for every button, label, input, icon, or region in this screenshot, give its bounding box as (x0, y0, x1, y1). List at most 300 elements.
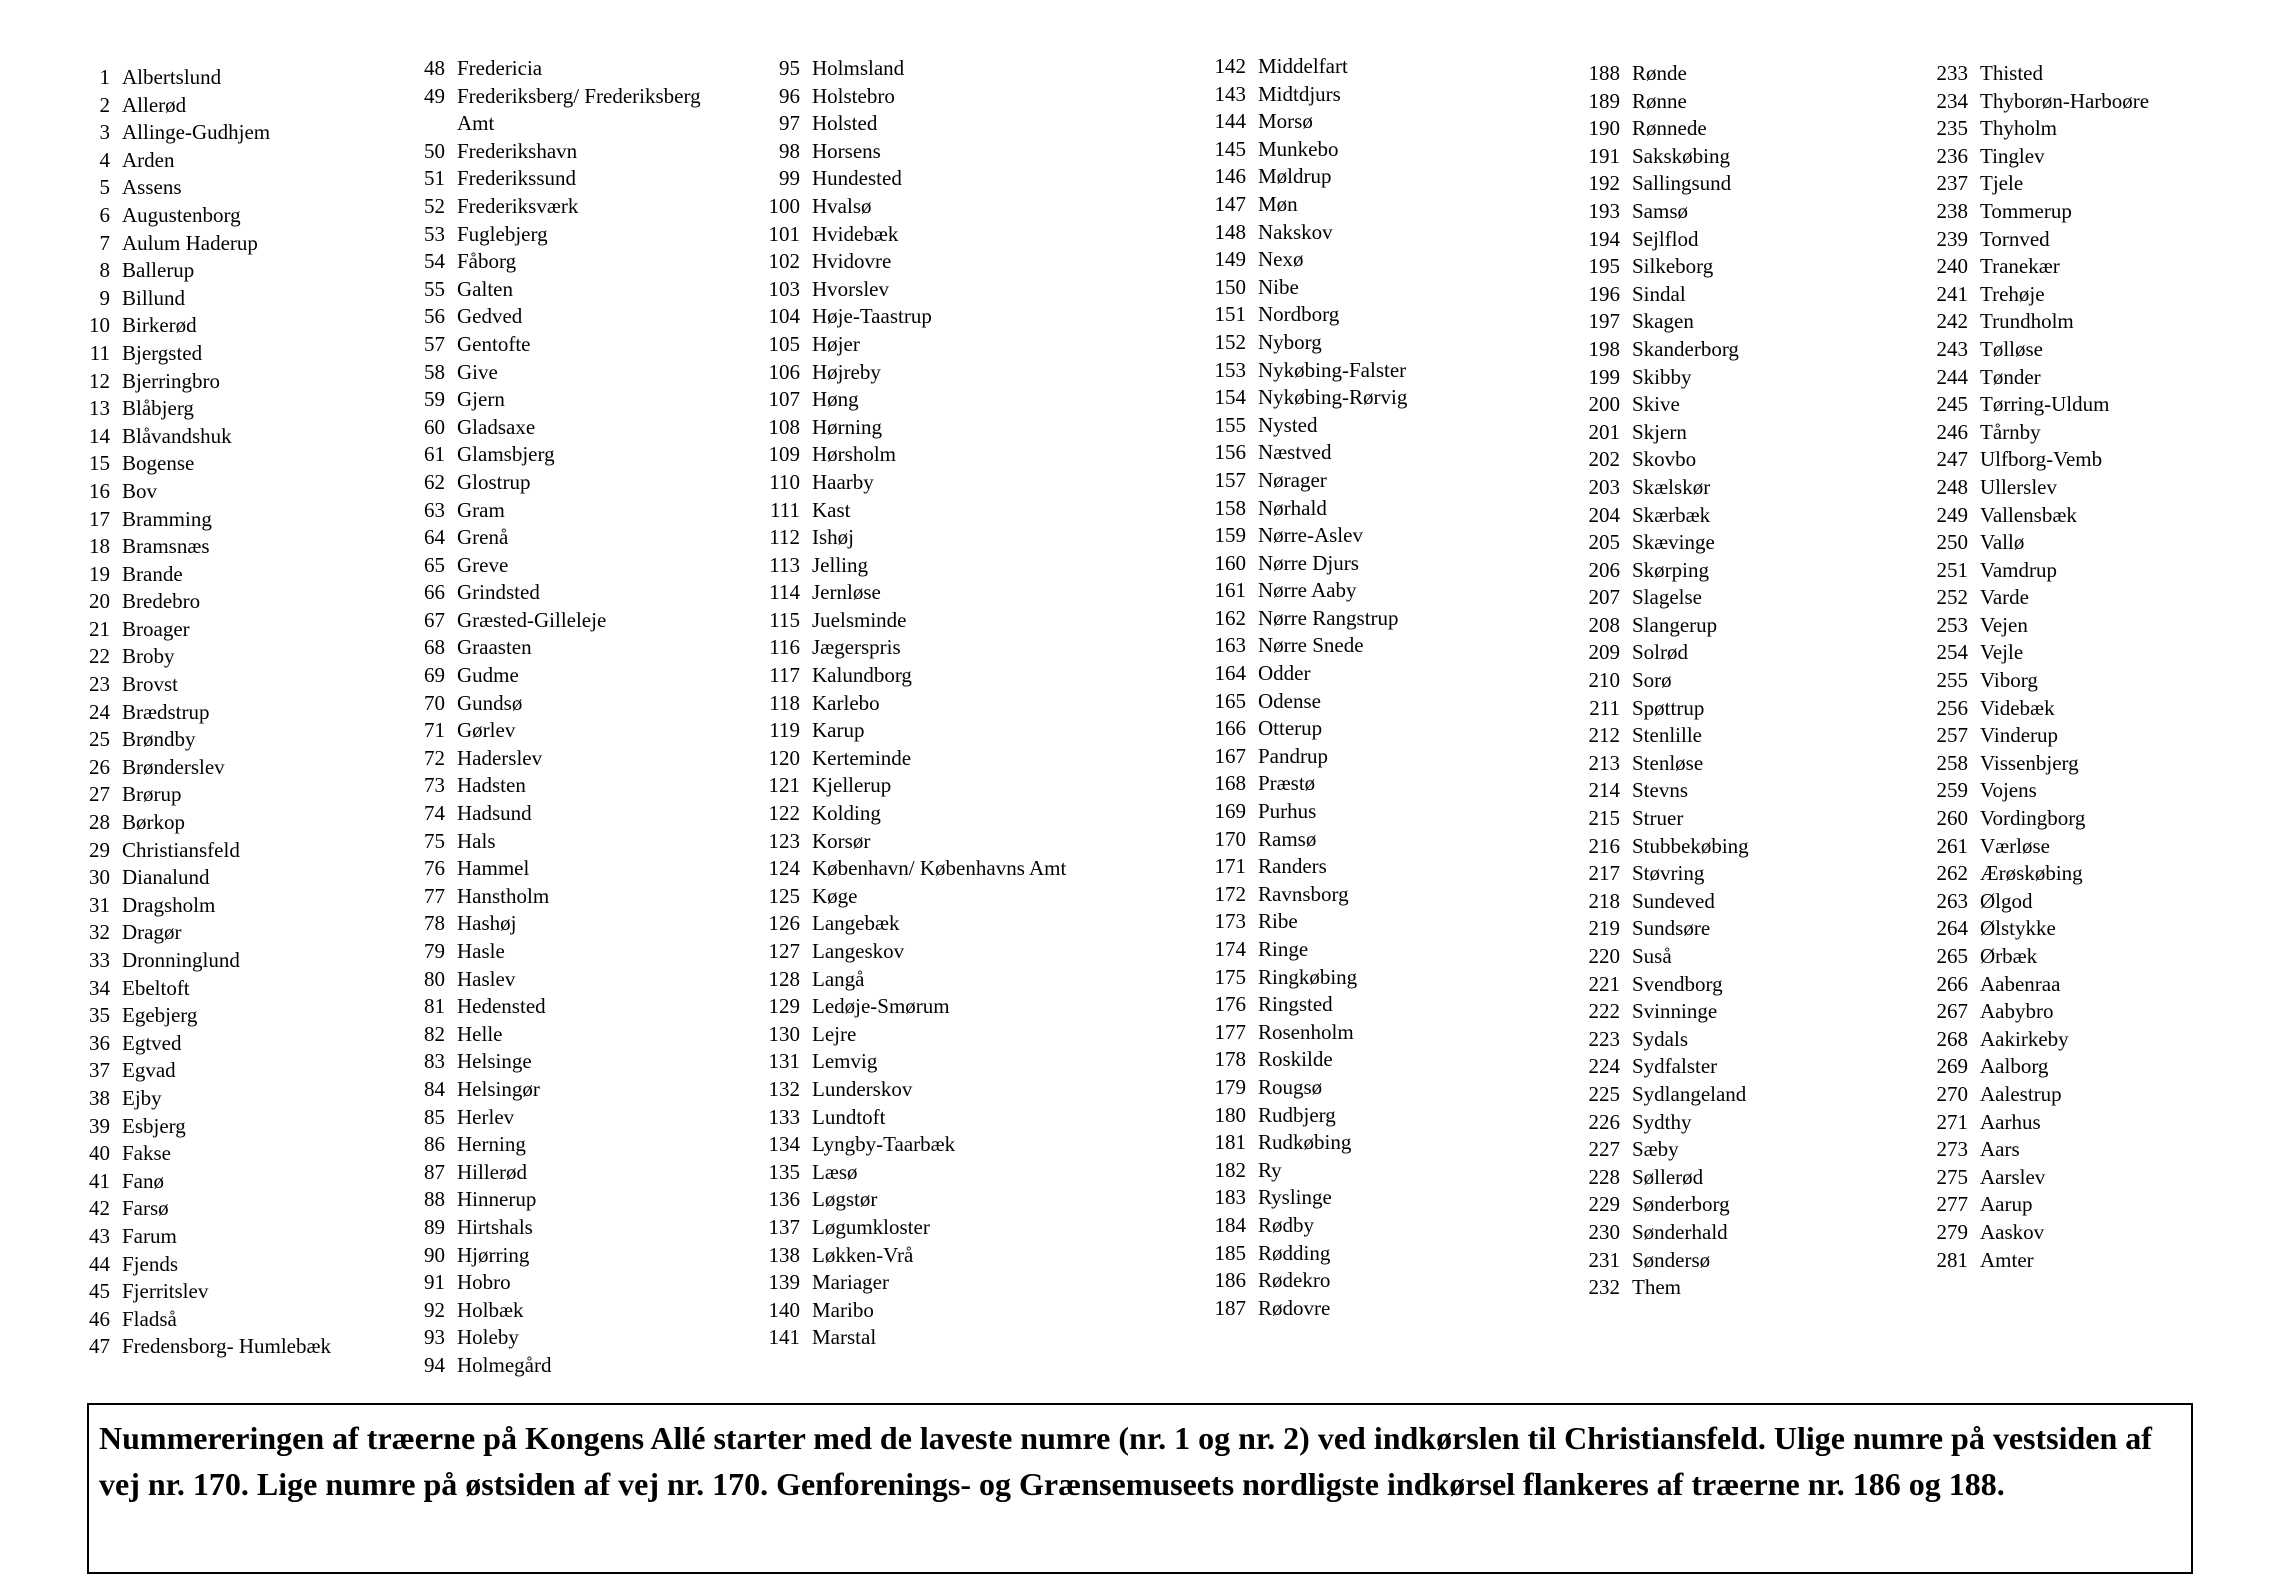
entry-name: Hobro (457, 1270, 511, 1295)
list-item (1572, 584, 1902, 612)
entry-number: 237 (1936, 171, 1968, 196)
list-item (752, 55, 1082, 83)
entry-number: 14 (89, 423, 110, 448)
entry-number: 4 (99, 147, 110, 172)
entry-number: 39 (89, 1113, 110, 1138)
entry-name: Lemvig (812, 1049, 878, 1074)
list-item (1198, 632, 1528, 660)
list-item (405, 579, 735, 607)
entry-number: 73 (424, 773, 445, 798)
entry-name: Jægerspris (812, 635, 901, 660)
entry-name: Hadsten (457, 773, 526, 798)
entry-name: Ejby (122, 1085, 162, 1110)
entry-name: Sundsøre (1632, 916, 1711, 941)
entry-name: Tønder (1980, 364, 2041, 389)
entry-name: Give (457, 359, 498, 384)
entry-name: Fredericia (457, 56, 543, 80)
entry-name: Bogense (122, 451, 195, 476)
list-item (1198, 53, 1528, 81)
entry-name: Trundholm (1980, 309, 2074, 334)
entry-number: 110 (769, 469, 800, 494)
list-item (752, 579, 1082, 607)
entry-number: 52 (424, 193, 445, 218)
entry-name: Varde (1980, 585, 2029, 610)
entry-name: Bramming (122, 506, 212, 531)
entry-number: 92 (424, 1297, 445, 1322)
entry-number: 2 (99, 92, 110, 117)
list-item (1572, 281, 1902, 309)
list-item (1572, 419, 1902, 447)
entry-number: 56 (424, 304, 445, 329)
entry-name: Rønde (1632, 61, 1687, 85)
list-item (1198, 743, 1528, 771)
entry-name: Gudme (457, 663, 519, 688)
entry-number: 232 (1588, 1275, 1620, 1300)
list-item (1920, 639, 2250, 667)
list-item (405, 1352, 735, 1380)
entry-number: 91 (424, 1270, 445, 1295)
entry-number: 254 (1936, 640, 1968, 665)
entry-name: Glamsbjerg (457, 442, 555, 467)
list-item (1920, 998, 2250, 1026)
entry-number: 255 (1936, 668, 1968, 693)
list-item (70, 92, 400, 120)
entry-number: 123 (768, 828, 800, 853)
entry-name: Fuglebjerg (457, 221, 548, 246)
list-item (405, 662, 735, 690)
entry-name: Assens (122, 175, 182, 200)
entry-name: Sakskøbing (1632, 143, 1731, 168)
entry-number: 263 (1936, 888, 1968, 913)
list-item (1572, 336, 1902, 364)
entry-number: 170 (1214, 826, 1246, 851)
entry-number: 271 (1936, 1109, 1968, 1134)
list-item (405, 469, 735, 497)
list-item (70, 1195, 400, 1223)
list-item (1920, 198, 2250, 226)
entry-number: 169 (1214, 799, 1246, 824)
entry-number: 196 (1588, 281, 1620, 306)
list-item (405, 138, 735, 166)
entry-name: Skævinge (1632, 530, 1715, 555)
list-item (1572, 557, 1902, 585)
entry-name: Næstved (1258, 440, 1332, 465)
entry-number: 55 (424, 276, 445, 301)
list-item (405, 1048, 735, 1076)
list-item (1920, 667, 2250, 695)
list-item (70, 257, 400, 285)
list-item (1920, 557, 2250, 585)
entry-name: Munkebo (1258, 136, 1339, 161)
entry-number: 236 (1936, 143, 1968, 168)
entry-number: 151 (1214, 302, 1246, 327)
entry-number: 233 (1936, 61, 1968, 85)
entry-name: Otterup (1258, 716, 1323, 741)
entry-number: 116 (769, 635, 800, 660)
entry-name: Roskilde (1258, 1047, 1333, 1072)
entry-number: 265 (1936, 944, 1968, 968)
entry-name: Thyborøn-Harboøre (1980, 88, 2150, 113)
list-item (405, 83, 735, 138)
list-item (752, 662, 1082, 690)
column-5 (1572, 60, 1902, 1302)
list-item (752, 165, 1082, 193)
list-item (1920, 1191, 2250, 1219)
list-item (1572, 1109, 1902, 1137)
list-item (1572, 1191, 1902, 1219)
list-item (1920, 281, 2250, 309)
entry-number: 134 (768, 1132, 800, 1157)
entry-number: 77 (424, 883, 445, 908)
entry-number: 212 (1588, 723, 1620, 748)
list-item (1920, 915, 2250, 943)
entry-number: 71 (424, 718, 445, 743)
entry-number: 156 (1214, 440, 1246, 465)
entry-name: Sydlangeland (1632, 1081, 1747, 1106)
entry-number: 37 (89, 1058, 110, 1083)
list-item (1920, 143, 2250, 171)
entry-name: Aars (1980, 1137, 2020, 1162)
entry-name: Hammel (457, 856, 530, 881)
entry-number: 195 (1588, 254, 1620, 279)
list-item (1572, 474, 1902, 502)
list-item (405, 221, 735, 249)
entry-name: Hvidovre (812, 249, 892, 274)
entry-name: Midtdjurs (1258, 81, 1341, 106)
list-item (70, 699, 400, 727)
entry-number: 132 (768, 1076, 800, 1101)
entry-name: Ry (1258, 1157, 1282, 1182)
entry-number: 108 (768, 414, 800, 439)
list-item (1198, 1157, 1528, 1185)
list-item (70, 947, 400, 975)
entry-number: 48 (424, 56, 445, 80)
list-item (1572, 1053, 1902, 1081)
entry-number: 79 (424, 939, 445, 963)
list-item (405, 331, 735, 359)
entry-number: 13 (89, 396, 110, 421)
list-item (1572, 60, 1902, 88)
entry-name: Nexø (1258, 247, 1304, 272)
list-item (405, 800, 735, 828)
entry-name: Sindal (1632, 281, 1686, 306)
entry-name: Karlebo (812, 690, 880, 715)
entry-name: Egtved (122, 1030, 182, 1055)
list-item (405, 248, 735, 276)
entry-number: 9 (99, 285, 110, 310)
entry-number: 197 (1588, 309, 1620, 334)
list-item (1920, 1109, 2250, 1137)
entry-number: 61 (424, 442, 445, 467)
entry-number: 167 (1214, 743, 1246, 768)
entry-name: Rødding (1258, 1240, 1331, 1265)
entry-number: 225 (1588, 1081, 1620, 1106)
entry-name: Ballerup (122, 258, 195, 283)
entry-number: 251 (1936, 557, 1968, 582)
entry-number: 273 (1936, 1137, 1968, 1162)
entry-number: 25 (89, 727, 110, 752)
entry-name: Sydthy (1632, 1109, 1692, 1134)
entry-name: Bramsnæs (122, 534, 210, 559)
entry-number: 70 (424, 690, 445, 715)
entry-number: 88 (424, 1187, 445, 1212)
entry-number: 85 (424, 1104, 445, 1129)
entry-name: Marstal (812, 1325, 877, 1350)
entry-number: 111 (770, 497, 800, 522)
entry-number: 3 (99, 120, 110, 145)
list-item (752, 745, 1082, 773)
entry-number: 182 (1214, 1157, 1246, 1182)
entry-name: Karup (812, 718, 865, 743)
entry-name: Vejle (1980, 640, 2024, 665)
list-item (1572, 667, 1902, 695)
list-item (405, 855, 735, 883)
entry-name: Helle (457, 1021, 503, 1046)
entry-number: 136 (768, 1187, 800, 1212)
list-item (1920, 860, 2250, 888)
entry-name: Odense (1258, 688, 1321, 713)
entry-number: 10 (89, 313, 110, 338)
entry-number: 128 (768, 966, 800, 991)
list-item (1198, 908, 1528, 936)
list-item (752, 138, 1082, 166)
entry-name: Them (1632, 1275, 1681, 1300)
entry-name: Ledøje-Smørum (812, 994, 950, 1019)
entry-number: 65 (424, 552, 445, 577)
entry-number: 102 (768, 249, 800, 274)
entry-number: 38 (89, 1085, 110, 1110)
entry-name: Hillerød (457, 1159, 527, 1184)
list-item (1198, 550, 1528, 578)
entry-number: 30 (89, 865, 110, 890)
entry-name: Vissenbjerg (1980, 750, 2079, 775)
list-item (70, 1057, 400, 1085)
entry-number: 209 (1588, 640, 1620, 665)
entry-name: Arden (122, 147, 175, 172)
entry-number: 21 (89, 616, 110, 641)
entry-name: Gedved (457, 304, 523, 329)
entry-name: Vojens (1980, 778, 2037, 803)
entry-number: 168 (1214, 771, 1246, 796)
entry-name: Blåbjerg (122, 396, 194, 421)
note-text: Nummereringen af træerne på Kongens Allé starter med de laveste numre (nr. 1 og nr. 2) ved indkørslen til Christiansfeld. Ulige numre på vestsiden af vej nr. 170. Lige numre på østsiden af vej nr. 170. Genforenings- og Grænsemuseets nordligste indkørsel flankeres af træerne nr. 186 og 188. (99, 1420, 2152, 1502)
list-item (752, 1242, 1082, 1270)
entry-name: Tølløse (1980, 336, 2043, 361)
list-item (405, 359, 735, 387)
entry-number: 235 (1936, 116, 1968, 141)
list-item (1198, 936, 1528, 964)
list-item (1572, 364, 1902, 392)
list-item (1572, 695, 1902, 723)
entry-name: Ringe (1258, 937, 1309, 961)
entry-number: 133 (768, 1104, 800, 1129)
entry-name: Struer (1632, 806, 1684, 831)
entry-name: Vallensbæk (1980, 502, 2077, 527)
list-item (752, 966, 1082, 994)
entry-name: Haslev (457, 966, 516, 991)
list-item (405, 524, 735, 552)
entry-number: 20 (89, 589, 110, 614)
entry-number: 188 (1588, 61, 1620, 85)
list-item (70, 1251, 400, 1279)
entry-number: 97 (779, 111, 800, 136)
entry-number: 191 (1588, 143, 1620, 168)
entry-number: 216 (1588, 833, 1620, 858)
entry-name: Blåvandshuk (122, 423, 232, 448)
entry-number: 256 (1936, 695, 1968, 720)
entry-name: Dragør (122, 920, 182, 945)
list-item (405, 745, 735, 773)
entry-number: 107 (768, 387, 800, 412)
entry-number: 82 (424, 1021, 445, 1046)
entry-number: 53 (424, 221, 445, 246)
list-item (752, 524, 1082, 552)
entry-name: Ærøskøbing (1980, 861, 2083, 886)
entry-name: Nørre Aaby (1258, 578, 1357, 603)
list-item (1572, 391, 1902, 419)
list-item (70, 1223, 400, 1251)
entry-name: Rosenholm (1258, 1019, 1354, 1044)
list-item (1572, 1274, 1902, 1302)
entry-number: 217 (1588, 861, 1620, 886)
entry-number: 203 (1588, 474, 1620, 499)
entry-number: 26 (89, 754, 110, 779)
list-item (1920, 1081, 2250, 1109)
entry-name: Rødekro (1258, 1268, 1331, 1293)
entry-number: 189 (1588, 88, 1620, 113)
entry-name: Jernløse (812, 580, 881, 605)
list-item (70, 368, 400, 396)
entry-name: Spøttrup (1632, 695, 1705, 720)
list-item (1572, 1164, 1902, 1192)
list-item (1920, 722, 2250, 750)
entry-number: 84 (424, 1076, 445, 1101)
entry-number: 242 (1936, 309, 1968, 334)
entry-number: 69 (424, 663, 445, 688)
list-item (1198, 1129, 1528, 1157)
entry-name: Bjergsted (122, 340, 203, 365)
entry-name: Hvalsø (812, 193, 872, 218)
list-item (1920, 88, 2250, 116)
entry-name: Purhus (1258, 799, 1317, 824)
list-item (405, 966, 735, 994)
entry-name: Billund (122, 285, 186, 310)
entry-number: 148 (1214, 219, 1246, 244)
list-item (70, 395, 400, 423)
list-item (1198, 274, 1528, 302)
entry-number: 42 (89, 1196, 110, 1221)
entry-number: 202 (1588, 447, 1620, 472)
entry-number: 178 (1214, 1047, 1246, 1072)
list-item (405, 1104, 735, 1132)
list-item (1572, 529, 1902, 557)
entry-name: Frederiksværk (457, 193, 579, 218)
list-item (70, 892, 400, 920)
entry-name: Greve (457, 552, 509, 577)
entry-name: Rudkøbing (1258, 1130, 1352, 1155)
entry-number: 139 (768, 1270, 800, 1295)
entry-number: 199 (1588, 364, 1620, 389)
list-item (405, 1076, 735, 1104)
entry-number: 281 (1936, 1247, 1968, 1272)
entry-number: 142 (1214, 54, 1246, 78)
entry-number: 180 (1214, 1102, 1246, 1127)
list-item (405, 938, 735, 966)
entry-name: Grenå (457, 525, 509, 550)
list-item (405, 414, 735, 442)
entry-name: Hundested (812, 166, 902, 191)
list-item (1198, 964, 1528, 992)
entry-number: 164 (1214, 661, 1246, 686)
entry-number: 240 (1936, 254, 1968, 279)
list-item (1198, 1074, 1528, 1102)
entry-name: Ulfborg-Vemb (1980, 447, 2103, 472)
entry-number: 210 (1588, 668, 1620, 693)
entry-name: Hjørring (457, 1242, 530, 1267)
entry-number: 100 (768, 193, 800, 218)
entry-name: Holmsland (812, 56, 905, 80)
entry-name: Fjerritslev (122, 1279, 209, 1304)
entry-name: Birkerød (122, 313, 197, 338)
entry-name: Samsø (1632, 198, 1689, 223)
entry-number: 34 (89, 975, 110, 1000)
list-item (1572, 612, 1902, 640)
list-item (752, 1048, 1082, 1076)
list-item (1920, 888, 2250, 916)
entry-number: 121 (768, 773, 800, 798)
entry-number: 181 (1214, 1130, 1246, 1155)
list-item (405, 55, 735, 83)
list-item (1920, 943, 2250, 971)
entry-number: 103 (768, 276, 800, 301)
entry-number: 223 (1588, 1026, 1620, 1051)
list-item (1920, 60, 2250, 88)
entry-name: Augustenborg (122, 202, 241, 227)
entry-number: 243 (1936, 336, 1968, 361)
entry-name: Skælskør (1632, 474, 1711, 499)
list-item (1920, 612, 2250, 640)
list-item (70, 119, 400, 147)
entry-name: Løgstør (812, 1187, 878, 1212)
entry-name: Nørre Rangstrup (1258, 605, 1399, 630)
entry-number: 246 (1936, 419, 1968, 444)
entry-name: Hadsund (457, 801, 532, 826)
entry-number: 135 (768, 1159, 800, 1184)
entry-number: 144 (1214, 109, 1246, 134)
entry-number: 47 (89, 1334, 110, 1359)
entry-number: 184 (1214, 1212, 1246, 1237)
list-item (405, 441, 735, 469)
entry-number: 90 (424, 1242, 445, 1267)
list-item (752, 469, 1082, 497)
list-item (752, 359, 1082, 387)
list-item (1920, 474, 2250, 502)
list-item (70, 1140, 400, 1168)
entry-name: Tårnby (1980, 419, 2041, 444)
entry-name: Fjends (122, 1251, 179, 1276)
entry-name: Høng (812, 387, 859, 412)
entry-name: Frederiksberg/ Frederiksberg Amt (457, 83, 701, 136)
entry-number: 215 (1588, 806, 1620, 831)
entry-number: 115 (769, 607, 800, 632)
entry-number: 22 (89, 644, 110, 669)
entry-number: 1 (99, 65, 110, 89)
entry-number: 238 (1936, 198, 1968, 223)
list-item (752, 276, 1082, 304)
entry-number: 112 (769, 525, 800, 550)
list-item (405, 1242, 735, 1270)
list-item (752, 1186, 1082, 1214)
